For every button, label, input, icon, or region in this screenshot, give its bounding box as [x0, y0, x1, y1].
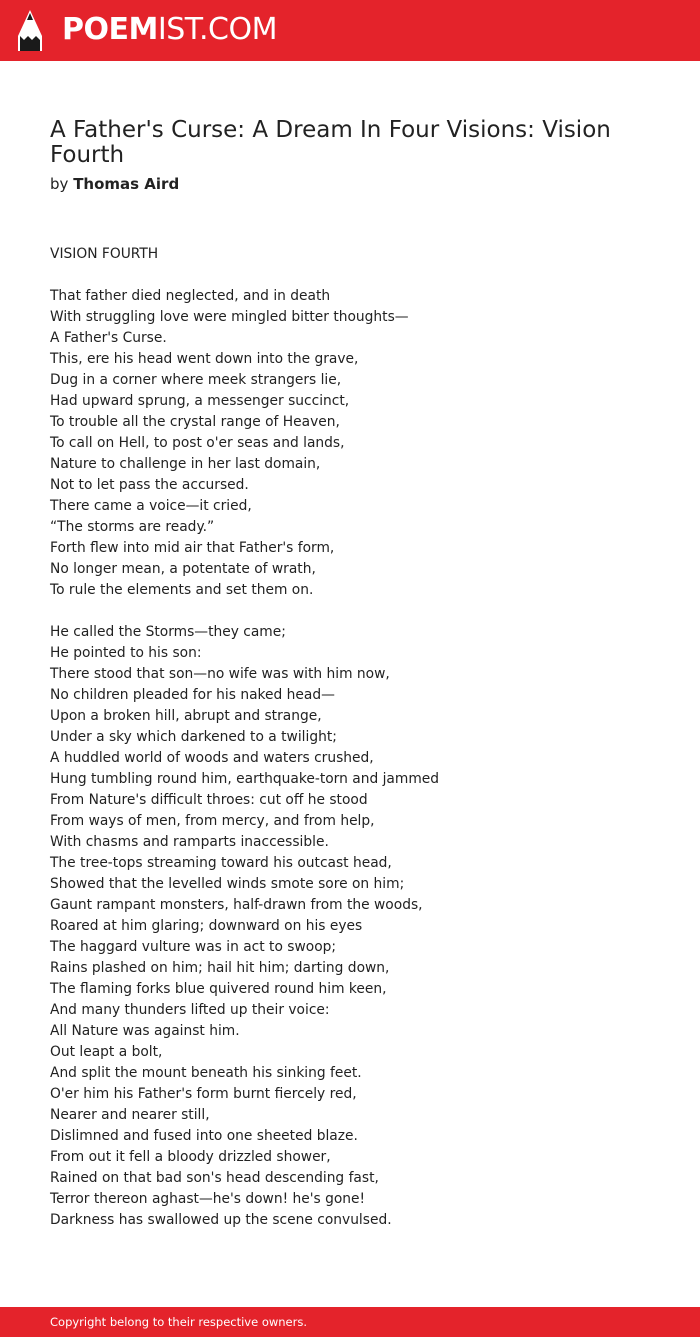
poem-line: From out it fell a bloody drizzled shower, — [50, 1149, 331, 1165]
poem-line: Hung tumbling round him, earthquake-torn and jammed — [50, 771, 440, 787]
poem-line: Roared at him glaring; downward on his eyes — [50, 918, 363, 934]
poem-line: With struggling love were mingled bitter thoughts— — [50, 309, 409, 325]
poem-line: Upon a broken hill, abrupt and strange, — [50, 708, 322, 724]
poem-line: VISION FOURTH — [50, 246, 159, 262]
poem-line: To rule the elements and set them on. — [50, 582, 314, 598]
poem-stanza — [50, 622, 670, 1231]
poem-line: Not to let pass the accursed. — [50, 477, 249, 493]
poem-line: Dislimned and fused into one sheeted blaze. — [50, 1128, 358, 1144]
site-logo[interactable] — [62, 12, 277, 48]
poem-line: A Father's Curse. — [50, 330, 167, 346]
poem-line: A huddled world of woods and waters crushed, — [50, 750, 374, 766]
poem-line: Darkness has swallowed up the scene convulsed. — [50, 1212, 392, 1228]
poem-line: To trouble all the crystal range of Heaven, — [50, 414, 340, 430]
poem-line: And split the mount beneath his sinking feet. — [50, 1065, 362, 1081]
poem-line: Dug in a corner where meek strangers lie, — [50, 372, 342, 388]
poem-body — [50, 244, 670, 1252]
poem-line: Nearer and nearer still, — [50, 1107, 210, 1123]
poem-line: Showed that the levelled winds smote sore on him; — [50, 876, 405, 892]
poem-line: Had upward sprung, a messenger succinct, — [50, 393, 350, 409]
poem-line: There came a voice—it cried, — [50, 498, 252, 514]
copyright-text: Copyright belong to their respective owners. — [50, 1315, 308, 1329]
poem-stanza — [50, 286, 670, 601]
poem-line: That father died neglected, and in death — [50, 288, 331, 304]
poem-line: Rained on that bad son's head descending fast, — [50, 1170, 379, 1186]
pencil-tip-icon[interactable] — [18, 10, 42, 51]
poem-line: He called the Storms—they came; — [50, 624, 286, 640]
author-name[interactable]: Thomas Aird — [73, 175, 180, 193]
poem-line: Gaunt rampant monsters, half-drawn from the woods, — [50, 897, 423, 913]
poem-line: From ways of men, from mercy, and from help, — [50, 813, 375, 829]
poem-line: “The storms are ready.” — [50, 519, 215, 535]
poem-line: Out leapt a bolt, — [50, 1044, 163, 1060]
poem-line: No children pleaded for his naked head— — [50, 687, 335, 703]
brand-bold-text: POEM — [62, 12, 158, 47]
poem-line: There stood that son—no wife was with him now, — [50, 666, 390, 682]
poem-line: Forth flew into mid air that Father's form, — [50, 540, 335, 556]
poem-line: The haggard vulture was in act to swoop; — [50, 939, 337, 955]
poem-title: A Father's Curse: A Dream In Four Visions: Vision Fourth — [50, 117, 611, 168]
poem-line: The tree-tops streaming toward his outcast head, — [50, 855, 392, 871]
poem-line: From Nature's difficult throes: cut off he stood — [50, 792, 368, 808]
poem-line: This, ere his head went down into the grave, — [50, 351, 359, 367]
by-label: by — [50, 175, 69, 193]
site-footer — [0, 1307, 700, 1337]
poem-line: Under a sky which darkened to a twilight; — [50, 729, 337, 745]
poem-line: All Nature was against him. — [50, 1023, 240, 1039]
poem-stanza — [50, 244, 670, 265]
poem-line: O'er him his Father's form burnt fiercely red, — [50, 1086, 357, 1102]
poem-line: The flaming forks blue quivered round him keen, — [50, 981, 387, 997]
byline — [50, 174, 179, 194]
poem-line: He pointed to his son: — [50, 645, 202, 661]
brand-light-text: IST.COM — [157, 12, 277, 47]
poem-line: Nature to challenge in her last domain, — [50, 456, 321, 472]
site-header — [0, 0, 700, 61]
poem-line: And many thunders lifted up their voice: — [50, 1002, 330, 1018]
poem-line: To call on Hell, to post o'er seas and lands, — [50, 435, 345, 451]
poem-line: Terror thereon aghast—he's down! he's gone! — [50, 1191, 366, 1207]
poem-line: Rains plashed on him; hail hit him; darting down, — [50, 960, 390, 976]
poem-line: No longer mean, a potentate of wrath, — [50, 561, 316, 577]
poem-line: With chasms and ramparts inaccessible. — [50, 834, 329, 850]
